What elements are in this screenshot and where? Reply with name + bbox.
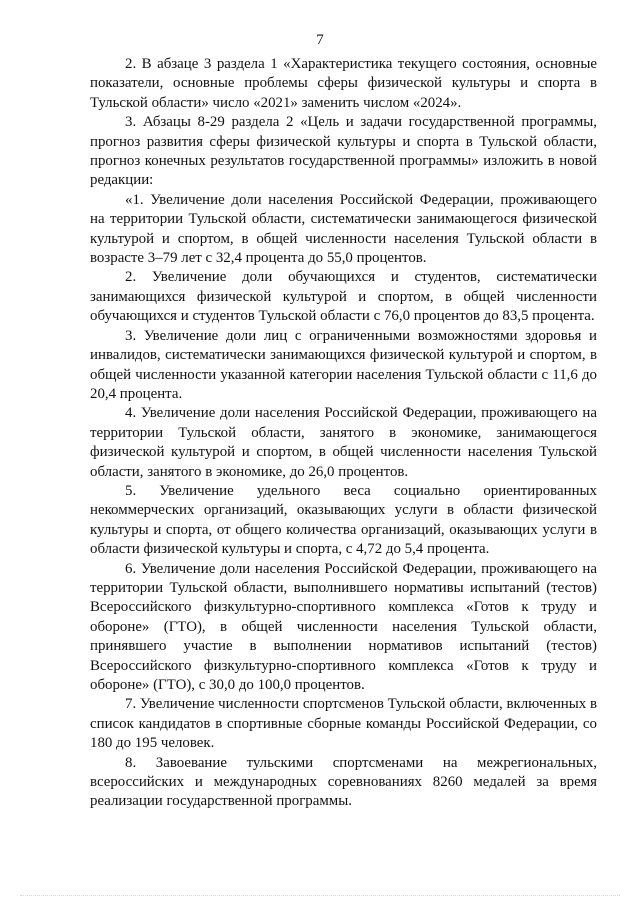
- paragraph-point-6: 6. Увеличение доли населения Российской Федерации, проживающего на территории Тульской области, выполнившего нормативы испытаний (тестов) Всероссийского физкультурно-спортивного комплекса «Готов к труду и обороне» (ГТО), в общей численности населения Тульской области, принявшего участие в выполнении нормативов испытаний (тестов) Всероссийского физкультурно-спортивного комплекса «Готов к труду и обороне» (ГТО), с 30,0 до 100,0 процентов.: [90, 560, 597, 693]
- paragraph-point-8: 8. Завоевание тульскими спортсменами на межрегиональных, всероссийских и международных соревнованиях 8260 медалей за время реализации государственной программы.: [90, 754, 597, 810]
- paragraph-point-5: 5. Увеличение удельного веса социально ориентированных некоммерческих организаций, оказывающих услуги в области физической культуры и спорта, от общего количества организаций, оказывающих услуги в области физической культуры и спорта, с 4,72 до 5,4 процента.: [90, 482, 597, 558]
- paragraph-point-1: «1. Увеличение доли населения Российской Федерации, проживающего на территории Тульской области, систематически занимающегося физической культурой и спортом, в общей численности населения Тульской области в возрасте 3–79 лет с 32,4 процента до 55,0 процентов.: [90, 191, 597, 267]
- paragraph-point-2: 2. Увеличение доли обучающихся и студентов, систематически занимающихся физической культурой и спортом, в общей численности обучающихся и студентов Тульской области с 76,0 процентов до 83,5 процента.: [90, 269, 597, 325]
- document-body: [90, 55, 597, 812]
- page-number: 7: [316, 32, 324, 48]
- paragraph-point-4: 4. Увеличение доли населения Российской Федерации, проживающего на территории Тульской области, занятого в экономике, занимающегося физической культурой и спортом, в общей численности населения Тульской области, занятого в экономике, до 26,0 процентов.: [90, 405, 597, 480]
- paragraph-item-3: 3. Абзацы 8-29 раздела 2 «Цель и задачи государственной программы, прогноз развития сферы физической культуры и спорта в Тульской области, прогноз конечных результатов государственной программы» изложить в новой редакции:: [90, 114, 597, 189]
- paragraph-point-7: 7. Увеличение численности спортсменов Тульской области, включенных в список кандидатов в спортивные сборные команды Российской Федерации, со 180 до 195 человек.: [90, 696, 597, 752]
- paragraph-item-2: 2. В абзаце 3 раздела 1 «Характеристика текущего состояния, основные показатели, основные проблемы сферы физической культуры и спорта в Тульской области» число «2021» заменить числом «2024».: [90, 56, 597, 111]
- paragraph-point-3: 3. Увеличение доли лиц с ограниченными возможностями здоровья и инвалидов, систематически занимающихся физической культурой и спортом, в общей численности указанной категории населения Тульской области с 11,6 до 20,4 процента.: [90, 327, 597, 402]
- scan-edge-artifact: [20, 895, 620, 898]
